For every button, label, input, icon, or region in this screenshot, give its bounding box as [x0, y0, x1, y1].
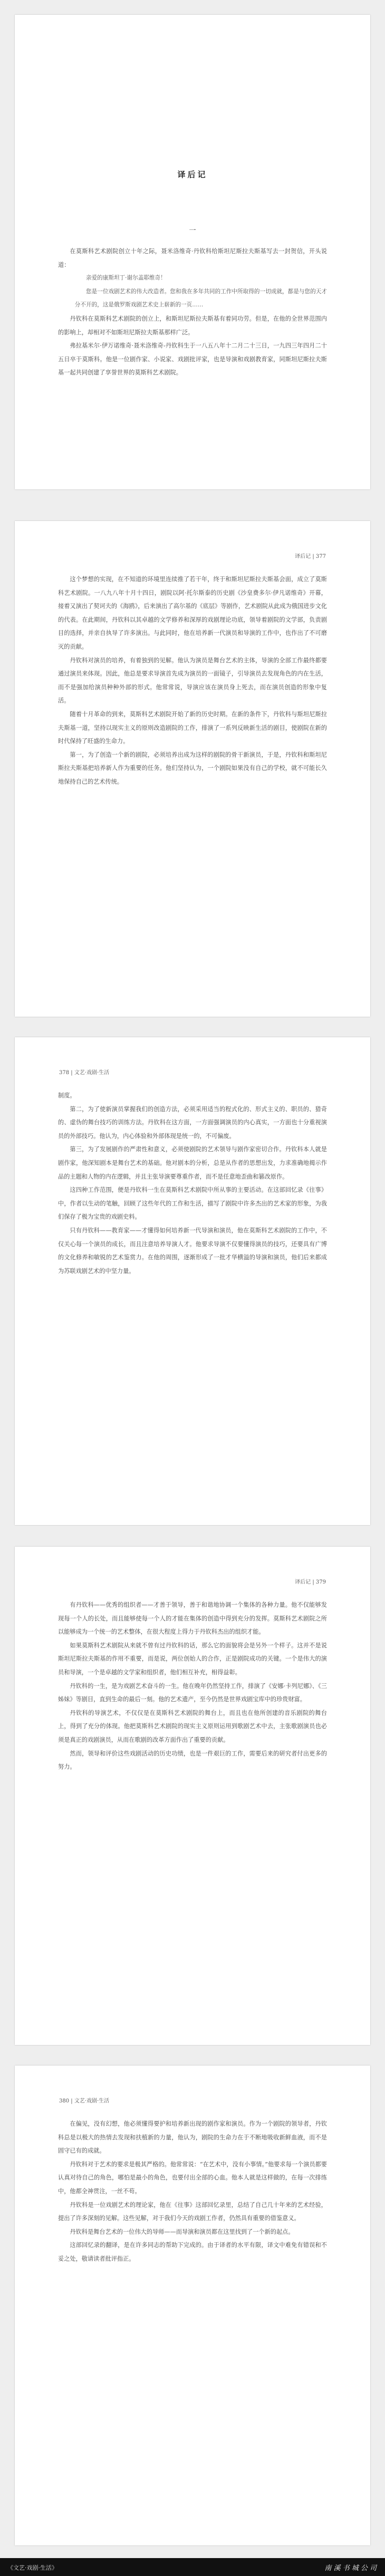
- page-4: [15, 1547, 370, 2045]
- quote-line: 亲爱的康斯坦丁·谢尔盖耶维奇！: [85, 275, 166, 282]
- paragraph: 丹钦科对演员的培养，有着独到的见解。他认为演员是舞台艺术的主体，导演的全部工作最终都要通过演员来体现。因此，他总是要求导演首先成为演员的一面镜子，引导演员去发现角色的内在生活，而不是强加给演员种种外部的形式。他常常说，导演应该在演员身上死去，而在演员创造的形象中复活。: [58, 657, 327, 705]
- section-number: 一: [189, 227, 196, 235]
- paragraph: 丹钦科对于艺术的要求是极其严格的。他常常说：“在艺术中，没有小事情。”他要求每一个演员都要认真对待自己的角色，哪怕是最小的角色，也要付出全部的心血。他本人就是这样做的，在每一次排练中，他都全神贯注，一丝不苟。: [58, 2160, 327, 2195]
- page-2: [15, 521, 370, 1017]
- paragraph: 随着十月革命的到来，莫斯科艺术剧院开始了新的历史时期。在新的条件下，丹钦科与斯坦尼斯拉夫斯基一道，坚持以现实主义的原则改造剧院的工作，排演了一系列反映新生活的剧目，使剧院在新的时代保持了旺盛的生命力。: [58, 710, 327, 745]
- footer-bar: [0, 2558, 385, 2576]
- paragraph: 丹钦科是舞台艺术的一位伟大的导师——而导演和演员都在这里找到了一个新的起点。: [70, 2228, 294, 2235]
- quote-line: 您是一位戏剧艺术的伟大改造者。您和我在多年共同的工作中所取得的一切成就，都是与您的天才分不开的，这是俄罗斯戏剧艺术史上崭新的一页……: [74, 288, 327, 308]
- footer-book-title: 《文艺·戏剧·生活》: [7, 2564, 57, 2571]
- running-head: 378 | 文艺·戏剧·生活: [59, 1070, 110, 1076]
- running-head: 译后记 | 379: [295, 1579, 326, 1585]
- paragraph: 如果莫斯科艺术剧院从来就不曾有过丹钦科的话，那么它的面貌将会是另外一个样子。这并不是说斯坦尼斯拉夫斯基的作用不重要，而是说，两位创始人的合作，正是剧院成功的关键。一个是伟大的演员和导演，一个是卓越的文学家和组织者，他们相互补充，相得益彰。: [58, 1642, 327, 1676]
- paragraph: 在偏见，没有幻想，他必须懂得要护和培养新出现的剧作家和演员。作为一个剧院的领导者，丹钦科总是以极大的热情去发现和扶植新的力量，他认为，剧院的生命力在于不断地吸收新鲜血液，而不是固守已有的成就。: [58, 2120, 327, 2155]
- paragraph: 丹钦科的导演艺术，不仅仅是在莫斯科艺术剧院的舞台上，而且也在他所创建的音乐剧院的舞台上，得到了充分的体现。他把莫斯科艺术剧院的现实主义原则运用到歌剧艺术中去，主张歌剧演员也必须是真正的戏剧演员，从而在歌剧的改革方面作出了重要的贡献。: [58, 1709, 327, 1743]
- chapter-title: 译后记: [177, 170, 208, 179]
- paragraph: 有丹钦科——优秀的组织者——才善于领导，善于和谐地协调一个集体的各种力量。他不仅能够发现每一个人的长处，而且能够使每一个人的才能在集体的创造中得到充分的发挥。莫斯科艺术剧院之所以能够成为一个统一的艺术整体，在很大程度上得力于丹钦科杰出的组织才能。: [58, 1601, 327, 1636]
- paragraph: 只有丹钦科——教育家——才懂得如何培养新一代导演和演员，他在莫斯科艺术剧院的工作中，不仅关心每一个演员的成长，而且注意培养导演人才。他要求导演不仅要懂得演员的技巧，还要具有广博的文化修养和敏锐的艺术鉴赏力。在他的周围，逐渐形成了一批才华横溢的导演和演员，他们后来都成为苏联戏剧艺术的中坚力量。: [58, 1227, 327, 1275]
- paragraph: 第一，为了创造一个新的剧院，必须培养出成为这样的剧院的骨干新演员，于是，丹钦科和斯坦尼斯拉夫斯基把培养新人作为重要的任务。他们坚持认为，一个剧院如果没有自己的学校，就不可能长久地保持自己的艺术传统。: [58, 751, 327, 785]
- footer-publisher-mark: 南 溪 书 城 公 司: [324, 2564, 377, 2572]
- paragraph: 制度。: [58, 1092, 76, 1099]
- page-2-text: [58, 573, 327, 789]
- paragraph: 这个梦想的实现，在不知道的环境里连续推了若干年，终于和斯坦尼斯拉夫斯基会面，成立了莫斯科艺术剧院。一八九八年十月十四日，剧院以阿·托尔斯泰的历史剧《沙皇费多尔·伊凡诺维奇》开幕，接着又演出了契诃夫的《海鸥》，后来演出了高尔基的《底层》等剧作，艺术剧院从此成为俄国进步文化的代表。在此期间，丹钦科以其卓越的文学修养和深厚的戏剧理论功底，领导着剧院的文学部，负责剧目的选择，并亲自执导了许多演出。与此同时，他在培养新一代演员和导演的工作中，也作出了不可磨灭的贡献。: [58, 576, 327, 650]
- paragraph: 然而，领导和评价这些戏剧活动的历史功绩，也是一件艰巨的工作，需要后来的研究者付出更多的努力。: [58, 1750, 327, 1771]
- paragraph: 第二，为了使新演员掌握我们的创造方法，必须采用适当的程式化的、形式主义的、职员的、猎奇的、虚伪的舞台技巧的训练方法。丹钦科在这方面，一方面强调演员的内心真实，一方面也十分重视演员的外部技巧。他认为，内心体验和外部体现是统一的，不可偏废。: [58, 1105, 327, 1140]
- running-head: 译后记 | 377: [295, 554, 326, 559]
- paragraph: 丹钦科是一位戏剧艺术的理论家，他在《往事》这部回忆录里，总结了自己几十年来的艺术经验，提出了许多深刻的见解。这些见解，对于我们今天的戏剧工作者，仍然具有重要的借鉴意义。: [58, 2201, 327, 2222]
- paragraph: 弗拉基米尔·伊万诺维奇·聂米洛维奇-丹钦科生于一八五八年十二月二十三日，一九四三年四月二十五日卒于莫斯科。他是一位剧作家、小说家、戏剧批评家，也是导演和戏剧教育家，同斯坦尼斯拉夫斯基一起共同创建了享誉世界的莫斯科艺术剧院。: [58, 342, 327, 377]
- paragraph: 这部回忆录的翻译，是在许多同志的帮助下完成的。由于译者的水平有限，译文中难免有错误和不妥之处，敬请读者批评指正。: [58, 2242, 327, 2262]
- paragraph: 第三，为了发展剧作的严肃性和意义，必须使剧院的艺术领导与剧作家密切合作。丹钦科本人就是剧作家，他深知剧本是舞台艺术的基础。他对剧本的分析，总是从作者的思想出发，力求准确地揭示作品的主题和人物的内在逻辑，并且主张导演要尊重作者，而不是任意地歪曲和篡改原作。: [58, 1146, 327, 1180]
- page-3-text: [58, 1089, 327, 1278]
- page-3: [15, 1037, 370, 1525]
- page-5-text: [58, 2117, 327, 2266]
- page-1: [15, 15, 370, 489]
- paragraph: 丹钦科在莫斯科艺术剧院的创立上，和斯坦尼斯拉夫斯基有着同功劳。但是，在他的全世界范围内的影响上，却相对不如斯坦尼斯拉夫斯基那样广泛。: [58, 315, 327, 336]
- page-5: [15, 2066, 370, 2545]
- running-head: 380 | 文艺·戏剧·生活: [59, 2098, 110, 2104]
- paragraph: 这四种工作范围，便是丹钦科一生在莫斯科艺术剧院中所从事的主要活动。在这部回忆录《往事》中，作者以生动的笔触，回顾了这些年代的工作和生活，描写了剧院中许多杰出的艺术家的形象，为我们保存了极为宝贵的戏剧史料。: [58, 1186, 327, 1221]
- paragraph: 在莫斯科艺术剧院创立十年之际，聂米洛维奇·丹钦科给斯坦尼斯拉夫斯基写去一封贺信，开头说道：: [58, 248, 327, 268]
- paragraph: 丹钦科的一生，是为戏剧艺术奋斗的一生。他在晚年仍然坚持工作，排演了《安娜·卡列尼娜》、《三姊妹》等剧目，直到生命的最后一刻。他的艺术遗产，至今仍然是世界戏剧宝库中的珍贵财富。: [58, 1682, 327, 1703]
- page-1-text: [58, 245, 327, 380]
- page-4-text: [58, 1598, 327, 1774]
